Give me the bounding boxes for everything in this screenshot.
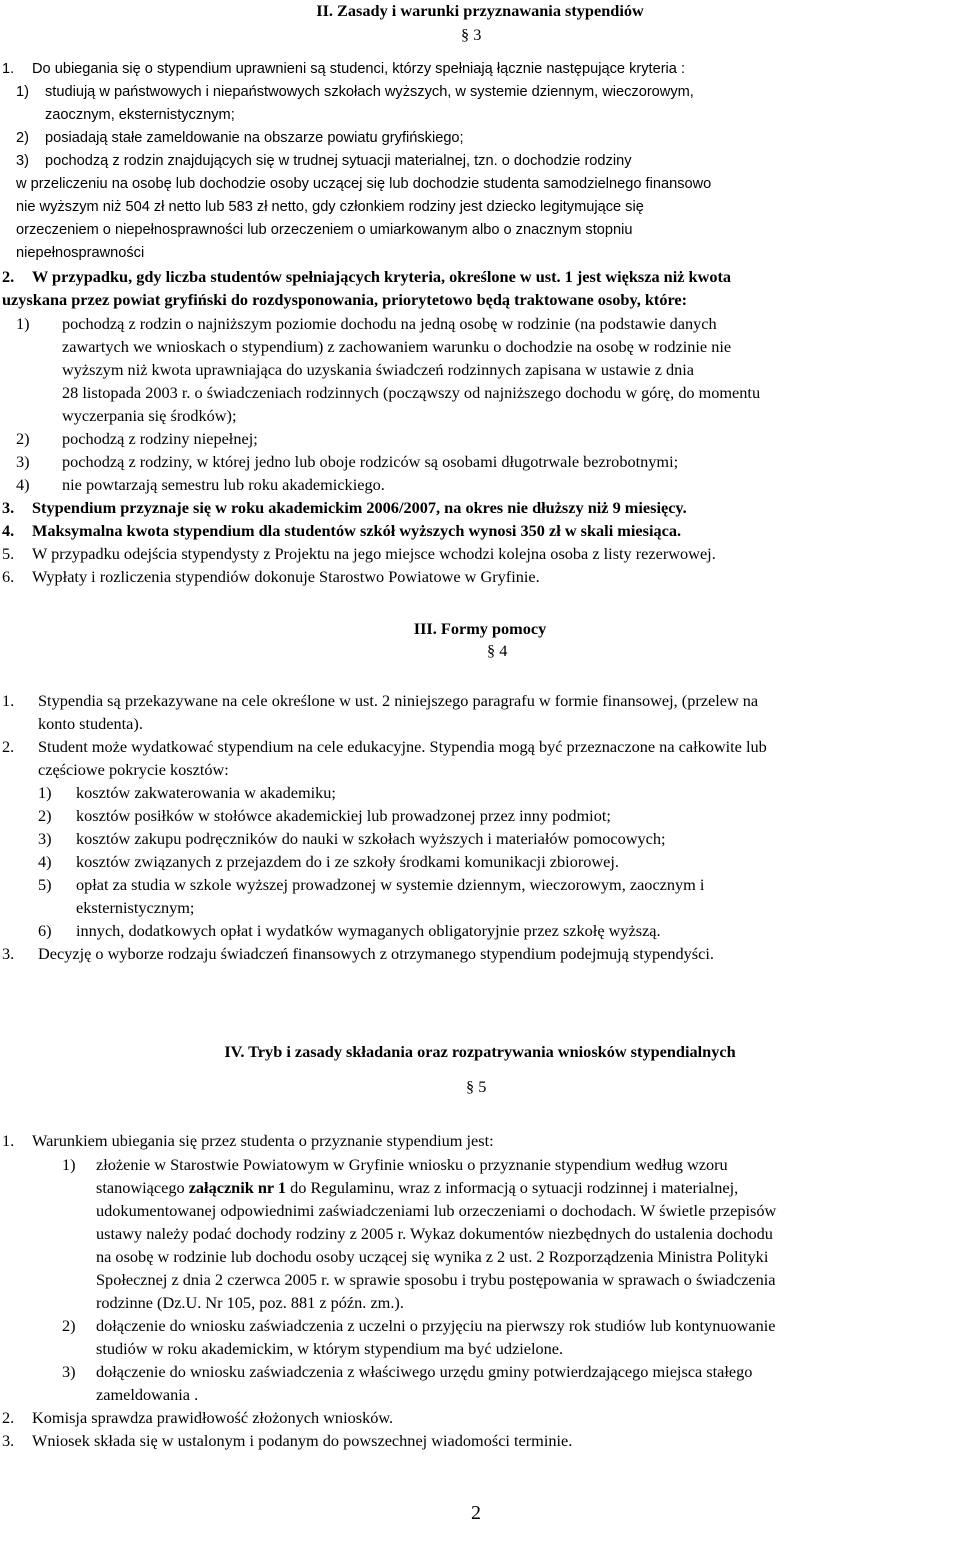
- item-text: Warunkiem ubiegania się przez studenta o przyznanie stypendium jest:: [32, 1131, 494, 1150]
- item-number: 2.: [2, 1408, 15, 1427]
- subitem-text: udokumentowanej odpowiednimi zaświadczeniami lub orzeczeniami o dochodach. W świetle przepisów: [96, 1201, 777, 1220]
- item-text: uzyskana przez powiat gryfiński do rozdysponowania, priorytetowo będą traktowane osoby, które:: [2, 290, 688, 309]
- attachment-reference: załącznik nr 1: [188, 1178, 287, 1197]
- subitem-text: orzeczeniem o niepełnosprawności lub orzeczeniem o umiarkowanym albo o znacznym stopniu: [16, 222, 633, 238]
- subitem-text: opłat za studia w szkole wyższej prowadzonej w systemie dziennym, wieczorowym, zaocznym i: [76, 875, 705, 894]
- subitem-number: 4): [16, 475, 30, 494]
- subitem-text: dołączenie do wniosku zaświadczenia z uczelni o przyjęciu na pierwszy rok studiów lub kontynuowanie: [96, 1316, 776, 1335]
- subitem-text: zaocznym, eksternistycznym;: [45, 107, 235, 123]
- subitem-number: 4): [38, 852, 52, 871]
- subitem-text: złożenie w Starostwie Powiatowym w Gryfinie wniosku o przyznanie stypendium według wzoru: [96, 1155, 728, 1174]
- subitem-text: ustawy należy podać dochody rodziny z 2005 r. Wykaz dokumentów niezbędnych do ustalenia dochodu: [96, 1224, 773, 1243]
- subitem-number: 3): [16, 452, 30, 471]
- subitem-text: wyższym niż kwota uprawniająca do uzyskania świadczeń rodzinnych zapisana w ustawie z dnia: [62, 360, 695, 379]
- section-iii-paragraph: § 4: [487, 641, 508, 660]
- item-text: Decyzję o wyborze rodzaju świadczeń finansowych z otrzymanego stypendium podejmują stypendyści.: [38, 944, 714, 963]
- subitem-text: innych, dodatkowych opłat i wydatków wymaganych obligatoryjnie przez szkołę wyższą.: [76, 921, 661, 940]
- paragraph-sign-icon: §: [487, 641, 496, 660]
- item-text: Do ubiegania się o stypendium uprawnieni są studenci, którzy spełniają łącznie następujące kryteria :: [32, 61, 686, 77]
- subitem-number: 3): [16, 153, 29, 169]
- subitem-text: nie wyższym niż 504 zł netto lub 583 zł netto, gdy członkiem rodziny jest dziecko legitymujące się: [16, 199, 644, 215]
- item-number: 5.: [2, 544, 15, 563]
- subitem-text: niepełnosprawności: [16, 245, 145, 261]
- subitem-text: zawartych we wnioskach o stypendium) z zachowaniem warunku o dochodzie na osobę w rodzinie nie: [62, 337, 732, 356]
- subitem-number: 5): [38, 875, 52, 894]
- subitem-text: kosztów zakwaterowania w akademiku;: [76, 783, 336, 802]
- subitem-text: 28 listopada 2003 r. o świadczeniach rodzinnych (począwszy od najniższego dochodu w górę, do momentu: [62, 383, 761, 402]
- item-number: 2.: [2, 737, 15, 756]
- subitem-text: eksternistycznym;: [76, 898, 195, 917]
- item-number: 2.: [2, 267, 15, 286]
- item-text: Wniosek składa się w ustalonym i podanym do powszechnej wiadomości terminie.: [32, 1431, 573, 1450]
- subitem-text: pochodzą z rodzin o najniższym poziomie dochodu na jedną osobę w rodzinie (na podstawie danych: [62, 314, 717, 333]
- subitem-number: 2): [16, 429, 30, 448]
- section-ii-title: II. Zasady i warunki przyznawania stypendiów: [316, 1, 644, 20]
- item-number: 6.: [2, 567, 15, 586]
- item-text: Student może wydatkować stypendium na cele edukacyjne. Stypendia mogą być przeznaczone na całkowite lub: [38, 737, 767, 756]
- subitem-text: kosztów posiłków w stołówce akademickiej lub prowadzonej przez inny podmiot;: [76, 806, 611, 825]
- subitem-number: 1): [62, 1155, 76, 1174]
- subitem-text: na osobę w rodzinie lub dochodu osoby uczącej się wynika z 2 ust. 2 Rozporządzenia Ministra Polityki: [96, 1247, 769, 1266]
- item-text: W przypadku odejścia stypendysty z Projektu na jego miejsce wchodzi kolejna osoba z listy rezerwowej.: [32, 544, 716, 563]
- item-text: konto studenta).: [38, 714, 143, 733]
- subitem-text: wyczerpania się środków);: [62, 406, 237, 425]
- subitem-text: stanowiącego załącznik nr 1 do Regulaminu, wraz z informacją o sytuacji rodzinnej i materialnej,: [96, 1178, 739, 1197]
- subitem-text: pochodzą z rodziny niepełnej;: [62, 429, 258, 448]
- subitem-number: 1): [16, 84, 29, 100]
- subitem-text: nie powtarzają semestru lub roku akademickiego.: [62, 475, 385, 494]
- item-text: Stypendia są przekazywane na cele określone w ust. 2 niniejszego paragrafu w formie finansowej, (przelew na: [38, 691, 759, 710]
- item-text: Maksymalna kwota stypendium dla studentów szkół wyższych wynosi 350 zł w skali miesiąca.: [32, 521, 682, 540]
- item-text: Komisja sprawdza prawidłowość złożonych wniosków.: [32, 1408, 394, 1427]
- subitem-text: pochodzą z rodziny, w której jedno lub oboje rodziców są osobami długotrwale bezrobotnymi;: [62, 452, 679, 471]
- section-iv-paragraph: § 5: [466, 1077, 487, 1096]
- paragraph-sign-icon: §: [466, 1077, 475, 1096]
- section-iii-title: III. Formy pomocy: [413, 619, 547, 638]
- subitem-number: 1): [16, 314, 30, 333]
- item-number: 1.: [2, 1131, 15, 1150]
- item-text: W przypadku, gdy liczba studentów spełniających kryteria, określone w ust. 1 jest większa niż kwota: [32, 267, 732, 286]
- subitem-text: kosztów związanych z przejazdem do i ze szkoły środkami komunikacji zbiorowej.: [76, 852, 619, 871]
- subitem-text: studiują w państwowych i niepaństwowych szkołach wyższych, w systemie dziennym, wieczorowym,: [45, 84, 694, 100]
- item-number: 1.: [2, 61, 15, 77]
- subitem-number: 3): [38, 829, 52, 848]
- subitem-number: 2): [38, 806, 52, 825]
- item-text: Wypłaty i rozliczenia stypendiów dokonuje Starostwo Powiatowe w Gryfinie.: [32, 567, 540, 586]
- subitem-text: kosztów zakupu podręczników do nauki w szkołach wyższych i materiałów pomocowych;: [76, 829, 666, 848]
- subitem-number: 6): [38, 921, 52, 940]
- subitem-text: pochodzą z rodzin znajdujących się w trudnej sytuacji materialnej, tzn. o dochodzie rodziny: [45, 153, 632, 169]
- item-text: częściowe pokrycie kosztów:: [38, 760, 229, 779]
- section-ii-paragraph: § 3: [461, 25, 482, 44]
- item-number: 3.: [2, 1431, 15, 1450]
- subitem-text: w przeliczeniu na osobę lub dochodzie osoby uczącej się lub dochodzie studenta samodzielnego finansowo: [16, 176, 712, 192]
- subitem-number: 2): [62, 1316, 76, 1335]
- subitem-number: 3): [62, 1362, 76, 1381]
- subitem-number: 2): [16, 130, 29, 146]
- subitem-number: 1): [38, 783, 52, 802]
- item-number: 4.: [2, 521, 15, 540]
- subitem-text: studiów w roku akademickim, w którym stypendium ma być udzielone.: [96, 1339, 564, 1358]
- subitem-text: posiadają stałe zameldowanie na obszarze powiatu gryfińskiego;: [45, 130, 464, 146]
- subitem-text: Społecznej z dnia 2 czerwca 2005 r. w sprawie sposobu i trybu postępowania w sprawach o świadczenia: [96, 1270, 776, 1289]
- paragraph-sign-icon: §: [461, 25, 470, 44]
- section-iv-title: IV. Tryb i zasady składania oraz rozpatrywania wniosków stypendialnych: [224, 1042, 736, 1061]
- subitem-text: dołączenie do wniosku zaświadczenia z właściwego urzędu gminy potwierdzającego miejsca stałego: [96, 1362, 753, 1381]
- item-number: 3.: [2, 498, 15, 517]
- subitem-text: rodzinne (Dz.U. Nr 105, poz. 881 z późn. zm.).: [96, 1293, 404, 1312]
- subitem-text: zameldowania .: [96, 1385, 199, 1404]
- item-number: 1.: [2, 691, 15, 710]
- item-text: Stypendium przyznaje się w roku akademickim 2006/2007, na okres nie dłuższy niż 9 miesięcy.: [32, 498, 687, 517]
- page-number: 2: [471, 1502, 481, 1524]
- item-number: 3.: [2, 944, 15, 963]
